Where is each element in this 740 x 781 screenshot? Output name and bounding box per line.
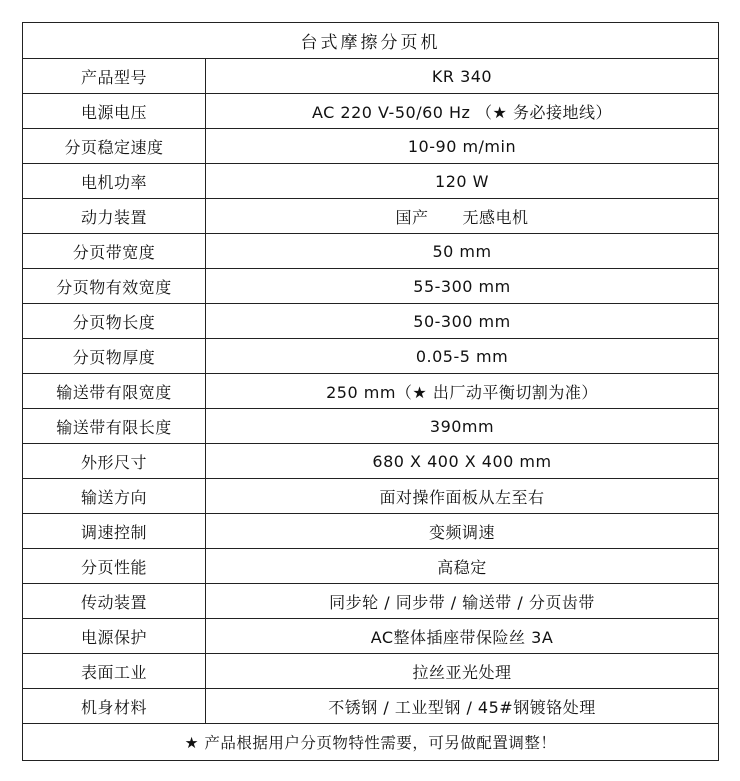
row-value: 变频调速 bbox=[206, 514, 719, 549]
row-label: 动力装置 bbox=[23, 199, 206, 234]
row-label: 传动装置 bbox=[23, 584, 206, 619]
row-label: 分页物有效宽度 bbox=[23, 269, 206, 304]
row-label: 机身材料 bbox=[23, 689, 206, 724]
table-title: 台式摩擦分页机 bbox=[23, 23, 719, 59]
table-row bbox=[23, 444, 719, 479]
footer-row bbox=[23, 724, 719, 761]
table-row bbox=[23, 654, 719, 689]
row-value: 10-90 m/min bbox=[206, 129, 719, 164]
row-value-part: 无感电机 bbox=[462, 207, 529, 227]
row-label: 电源保护 bbox=[23, 619, 206, 654]
row-value: 拉丝亚光处理 bbox=[206, 654, 719, 689]
row-label: 输送带有限宽度 bbox=[23, 374, 206, 409]
row-label: 分页性能 bbox=[23, 549, 206, 584]
row-label: 调速控制 bbox=[23, 514, 206, 549]
row-label: 输送带有限长度 bbox=[23, 409, 206, 444]
row-value: 面对操作面板从左至右 bbox=[206, 479, 719, 514]
row-value: 0.05-5 mm bbox=[206, 339, 719, 374]
row-label: 分页物长度 bbox=[23, 304, 206, 339]
row-value: 不锈钢 / 工业型钢 / 45#钢镀铬处理 bbox=[206, 689, 719, 724]
row-value: 高稳定 bbox=[206, 549, 719, 584]
table-row bbox=[23, 514, 719, 549]
row-label: 表面工业 bbox=[23, 654, 206, 689]
footer-note: ★ 产品根据用户分页物特性需要，可另做配置调整！ bbox=[23, 724, 719, 761]
table-row bbox=[23, 619, 719, 654]
title-row bbox=[23, 23, 719, 59]
row-value: 250 mm（★ 出厂动平衡切割为准） bbox=[206, 374, 719, 409]
row-value: 同步轮 / 同步带 / 输送带 / 分页齿带 bbox=[206, 584, 719, 619]
table-row bbox=[23, 199, 719, 234]
table-row bbox=[23, 549, 719, 584]
table-row bbox=[23, 689, 719, 724]
row-value: AC 220 V-50/60 Hz （★ 务必接地线） bbox=[206, 94, 719, 129]
row-value: 55-300 mm bbox=[206, 269, 719, 304]
row-label: 产品型号 bbox=[23, 59, 206, 94]
row-label: 外形尺寸 bbox=[23, 444, 206, 479]
row-label: 分页物厚度 bbox=[23, 339, 206, 374]
table-row bbox=[23, 304, 719, 339]
row-value bbox=[206, 199, 719, 234]
table-row bbox=[23, 94, 719, 129]
table-row bbox=[23, 339, 719, 374]
row-value-part: 国产 bbox=[395, 207, 429, 227]
row-value: 680 X 400 X 400 mm bbox=[206, 444, 719, 479]
row-value: 50-300 mm bbox=[206, 304, 719, 339]
table-row bbox=[23, 234, 719, 269]
row-label: 分页稳定速度 bbox=[23, 129, 206, 164]
row-value: KR 340 bbox=[206, 59, 719, 94]
table-row bbox=[23, 584, 719, 619]
table-row bbox=[23, 164, 719, 199]
row-value: 50 mm bbox=[206, 234, 719, 269]
row-label: 分页带宽度 bbox=[23, 234, 206, 269]
row-value: 390mm bbox=[206, 409, 719, 444]
table-row bbox=[23, 409, 719, 444]
row-label: 电源电压 bbox=[23, 94, 206, 129]
table-row bbox=[23, 269, 719, 304]
row-label: 输送方向 bbox=[23, 479, 206, 514]
table-row bbox=[23, 374, 719, 409]
table-row bbox=[23, 59, 719, 94]
spec-table bbox=[22, 22, 719, 761]
row-label: 电机功率 bbox=[23, 164, 206, 199]
row-value: 120 W bbox=[206, 164, 719, 199]
table-row bbox=[23, 129, 719, 164]
table-row bbox=[23, 479, 719, 514]
row-value: AC整体插座带保险丝 3A bbox=[206, 619, 719, 654]
